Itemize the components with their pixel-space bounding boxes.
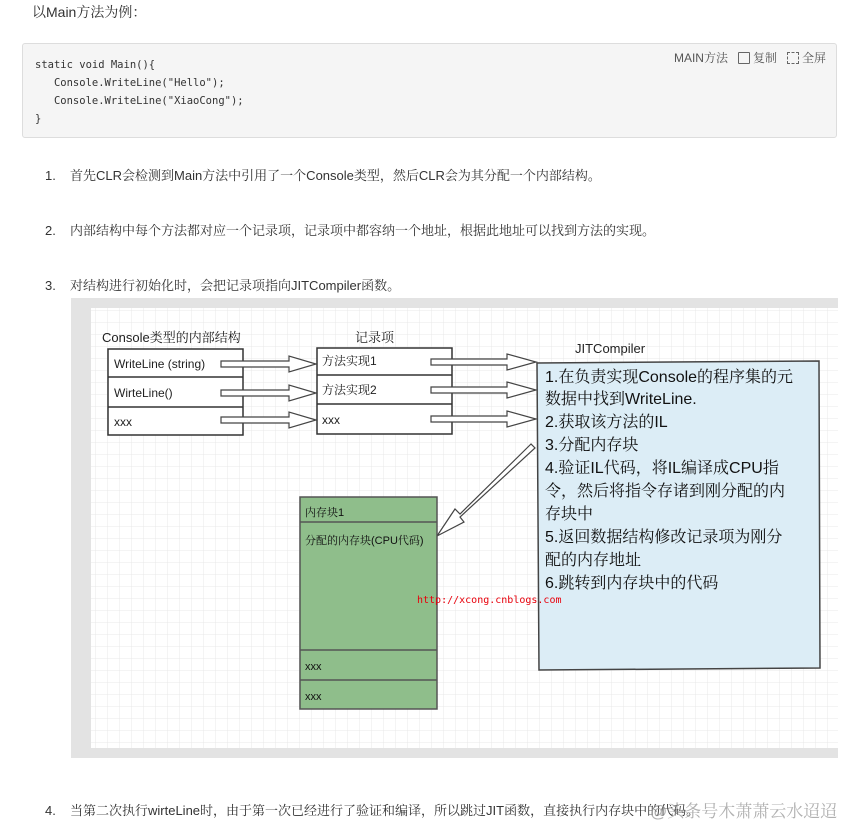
memory-code-label: 分配的内存块(CPU代码) [305, 535, 424, 547]
console-row: WirteLine() [114, 386, 173, 400]
copy-icon [738, 52, 750, 64]
step-text: 内部结构中每个方法都对应一个记录项，记录项中都容纳一个地址，根据此地址可以找到方法的实现。 [70, 223, 656, 238]
jit-line: 6.跳转到内存块中的代码 [545, 575, 719, 592]
language-label: MAIN方法 [673, 51, 728, 65]
jit-line: 令，然后将指令存诸到刚分配的内 [545, 483, 786, 500]
step-number: 3. [45, 278, 56, 293]
step-text: 当第二次执行wirteLine时，由于第一次已经进行了验证和编译，所以跳过JIT函数，直接执行内存块中的代码。 [70, 803, 700, 818]
watermark: @头条号木萧萧云水迢迢 [650, 802, 838, 821]
code-line: Console.WriteLine("Hello"); [35, 77, 225, 89]
code-toolbar [674, 49, 826, 66]
fullscreen-label: 全屏 [801, 51, 826, 65]
record-row: 方法实现1 [322, 354, 377, 368]
fullscreen-button[interactable] [787, 49, 826, 66]
code-line: } [35, 113, 42, 125]
diagram-svg [71, 298, 838, 758]
intro-text: 以Main方法为例： [32, 4, 147, 20]
console-row: WriteLine (string) [114, 357, 206, 371]
copy-label: 复制 [752, 51, 777, 65]
memory-row: xxx [305, 661, 322, 673]
jit-line: 3.分配内存块 [545, 437, 639, 454]
record-row: xxx [322, 413, 340, 427]
code-text [35, 56, 244, 128]
jit-line: 2.获取该方法的IL [545, 414, 668, 431]
code-line: static void Main(){ [35, 59, 156, 71]
step-number: 2. [45, 223, 56, 238]
copy-button[interactable] [738, 49, 777, 66]
code-block [22, 43, 837, 138]
fullscreen-icon [787, 52, 799, 64]
jit-line: 存块中 [545, 506, 594, 523]
record-title: 记录项 [355, 330, 395, 345]
step-item [45, 220, 655, 239]
jit-line: 数据中找到WriteLine. [545, 391, 697, 408]
arrows-record-to-jit [431, 354, 536, 427]
jit-line: 4.验证IL代码，将IL编译成CPU指 [545, 460, 779, 477]
step-number: 1. [45, 168, 56, 183]
memory-title: 内存块1 [305, 507, 345, 519]
arrows-console-to-record [221, 356, 316, 428]
step-item [45, 800, 699, 819]
console-title: Console类型的内部结构 [102, 330, 241, 345]
console-row: xxx [114, 415, 132, 429]
memory-row: xxx [305, 691, 322, 703]
step-text: 对结构进行初始化时，会把记录项指向JITCompiler函数。 [70, 278, 401, 293]
jit-title: JITCompiler [575, 341, 646, 356]
jit-line: 5.返回数据结构修改记录项为刚分 [545, 529, 783, 546]
step-item [45, 275, 400, 294]
step-item [45, 165, 601, 184]
step-number: 4. [45, 803, 56, 818]
record-row: 方法实现2 [322, 383, 377, 397]
source-url: http://xcong.cnblogs.com [417, 595, 562, 606]
step-text: 首先CLR会检测到Main方法中引用了一个Console类型，然后CLR会为其分配一个内部结构。 [70, 168, 601, 183]
jit-line: 1.在负责实现Console的程序集的元 [545, 369, 794, 386]
diagram-figure [71, 298, 838, 758]
code-line: Console.WriteLine("XiaoCong"); [35, 95, 244, 107]
jit-line: 配的内存地址 [545, 552, 642, 569]
